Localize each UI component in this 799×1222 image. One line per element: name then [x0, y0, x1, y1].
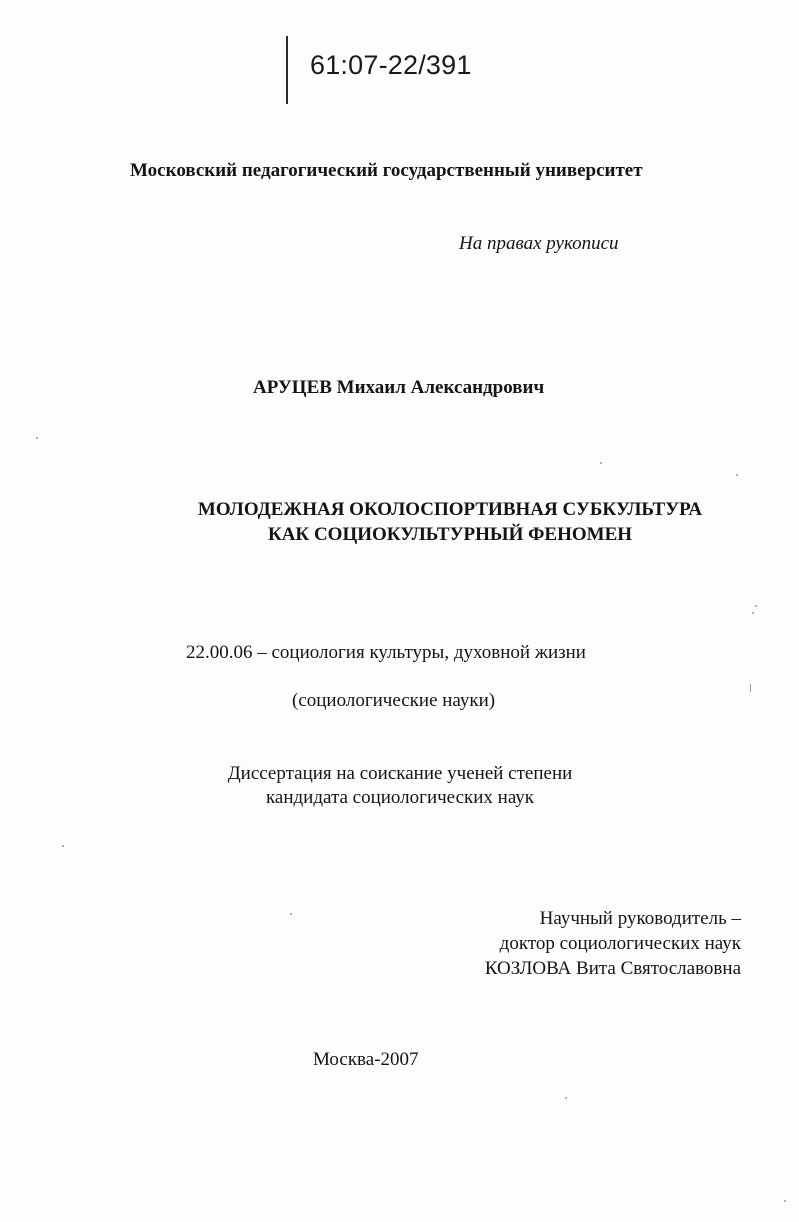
scan-speck	[36, 437, 38, 439]
supervisor-degree: доктор социологических наук	[499, 933, 741, 954]
degree-statement	[200, 762, 600, 810]
supervisor-role: Научный руководитель –	[539, 908, 741, 929]
city-and-year: Москва-2007	[313, 1049, 419, 1070]
scan-speck	[755, 605, 757, 607]
author-name: АРУЦЕВ Михаил Александрович	[253, 377, 545, 398]
scan-speck	[600, 462, 602, 464]
degree-statement-line-1: Диссертация на соискание ученей степени	[227, 763, 573, 784]
title-line-1: МОЛОДЕЖНАЯ ОКОЛОСПОРТИВНАЯ СУБКУЛЬТУРА	[197, 499, 703, 520]
specialty-code: 22.00.06 – социология культуры, духовной жизни	[186, 642, 586, 663]
science-branch: (социологические науки)	[292, 690, 496, 711]
scan-speck	[62, 845, 64, 847]
scan-speck	[750, 684, 751, 692]
scan-speck	[290, 913, 292, 915]
supervisor-block	[485, 906, 741, 981]
library-stamp-code: 61:07-22/391	[310, 50, 472, 80]
scan-speck	[752, 612, 754, 614]
manuscript-rights-note: На правах рукописи	[459, 233, 619, 254]
scan-speck	[736, 474, 738, 476]
scan-speck	[565, 1097, 567, 1099]
supervisor-name: КОЗЛОВА Вита Святославовна	[484, 958, 741, 979]
degree-statement-line-2: кандидата социологических наук	[265, 787, 535, 808]
scan-speck	[784, 1200, 786, 1202]
title-line-2: КАК СОЦИОКУЛЬТУРНЫЙ ФЕНОМЕН	[267, 524, 633, 545]
stamp-divider-line	[286, 36, 288, 104]
university-name: Московский педагогический государственный университет	[130, 160, 643, 181]
dissertation-title	[140, 497, 760, 547]
